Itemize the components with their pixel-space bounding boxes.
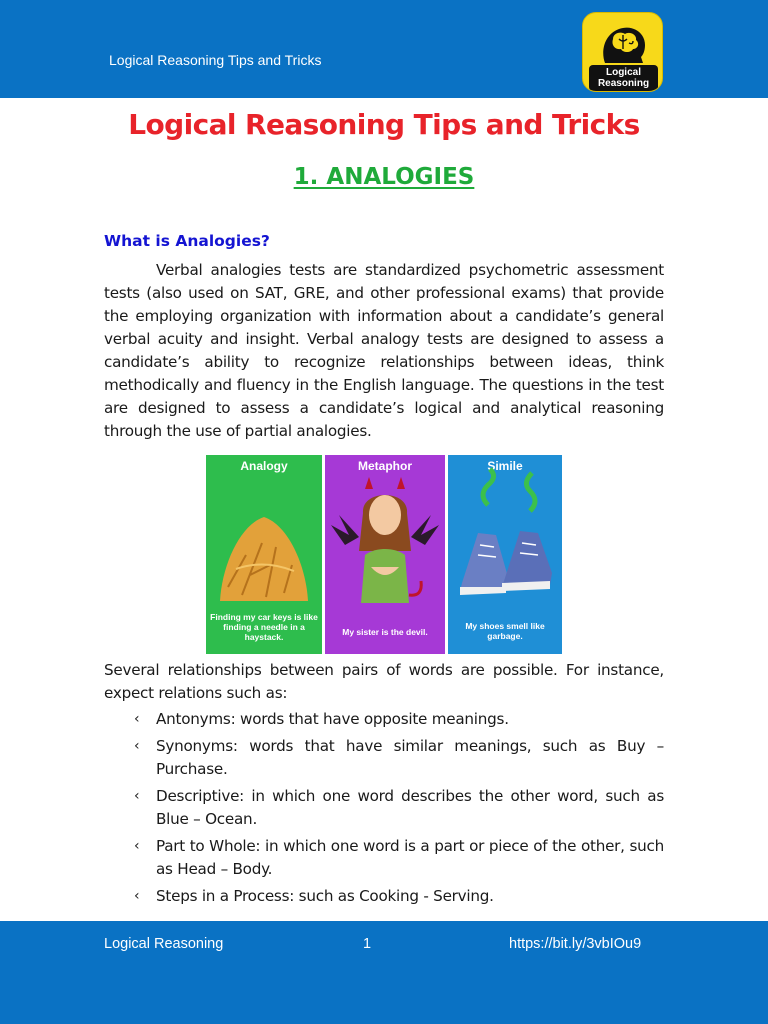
list-item-text: Part to Whole: in which one word is a part or piece of the other, such as Head – Body. <box>156 837 664 878</box>
panel-analogy-title: Analogy <box>240 459 288 473</box>
app-logo <box>582 12 663 92</box>
relations-list <box>134 708 664 912</box>
bullet-chevron-icon: ‹ <box>134 711 140 727</box>
footer-bar <box>0 921 768 1024</box>
bullet-chevron-icon: ‹ <box>134 888 140 904</box>
app-logo-label-line2: Reasoning <box>597 78 650 89</box>
bullet-chevron-icon: ‹ <box>134 788 140 804</box>
panel-simile-title: Simile <box>487 459 523 473</box>
sub-heading: What is Analogies? <box>104 232 270 250</box>
header-title: Logical Reasoning Tips and Tricks <box>109 52 322 68</box>
relations-paragraph: Several relationships between pairs of words are possible. For instance, expect relations such as: <box>104 661 664 702</box>
panel-metaphor-title: Metaphor <box>358 459 412 473</box>
panel-simile <box>448 455 562 654</box>
document-title: Logical Reasoning Tips and Tricks <box>128 108 640 141</box>
app-logo-label-line1: Logical <box>605 67 641 78</box>
intro-paragraph: Verbal analogies tests are standardized psychometric assessment tests (also used on SAT, GRE, and other professional exams) that provide the employing organization with information about a candidate’s general verbal acuity and insight. Verbal analogy tests are designed to assess a candidate’s ability to recognize relationships between ideas, think methodically and fluency in the English language. The questions in the test are designed to assess a candidate’s logical and analytical reasoning through the use of partial analogies. <box>104 261 664 440</box>
section-title: 1. ANALOGIES <box>293 164 475 190</box>
list-item <box>134 735 664 781</box>
panel-analogy <box>206 455 322 654</box>
list-item-text: Steps in a Process: such as Cooking - Serving. <box>156 887 494 905</box>
list-item-text: Synonyms: words that have similar meanings, such as Buy – Purchase. <box>156 737 664 778</box>
analogy-metaphor-simile-figure <box>206 455 562 654</box>
list-item <box>134 785 664 831</box>
page-number: 1 <box>363 936 372 952</box>
panel-metaphor <box>325 455 445 654</box>
panel-analogy-caption: Finding my car keys is like finding a needle in a haystack. <box>210 612 318 642</box>
panel-metaphor-caption: My sister is the devil. <box>342 627 428 637</box>
list-item-text: Descriptive: in which one word describes the other word, such as Blue – Ocean. <box>156 787 664 828</box>
list-item <box>134 835 664 881</box>
list-item-text: Antonyms: words that have opposite meanings. <box>156 710 509 728</box>
app-logo-label <box>589 65 658 91</box>
devil-woman-icon <box>325 455 445 654</box>
bullet-chevron-icon: ‹ <box>134 838 140 854</box>
bullet-chevron-icon: ‹ <box>134 738 140 754</box>
header-bar <box>0 0 768 98</box>
panel-simile-caption: My shoes smell like garbage. <box>465 621 545 641</box>
list-item <box>134 708 664 731</box>
footer-link[interactable]: https://bit.ly/3vbIOu9 <box>509 936 642 952</box>
list-item <box>134 885 664 908</box>
footer-title: Logical Reasoning <box>104 936 224 952</box>
